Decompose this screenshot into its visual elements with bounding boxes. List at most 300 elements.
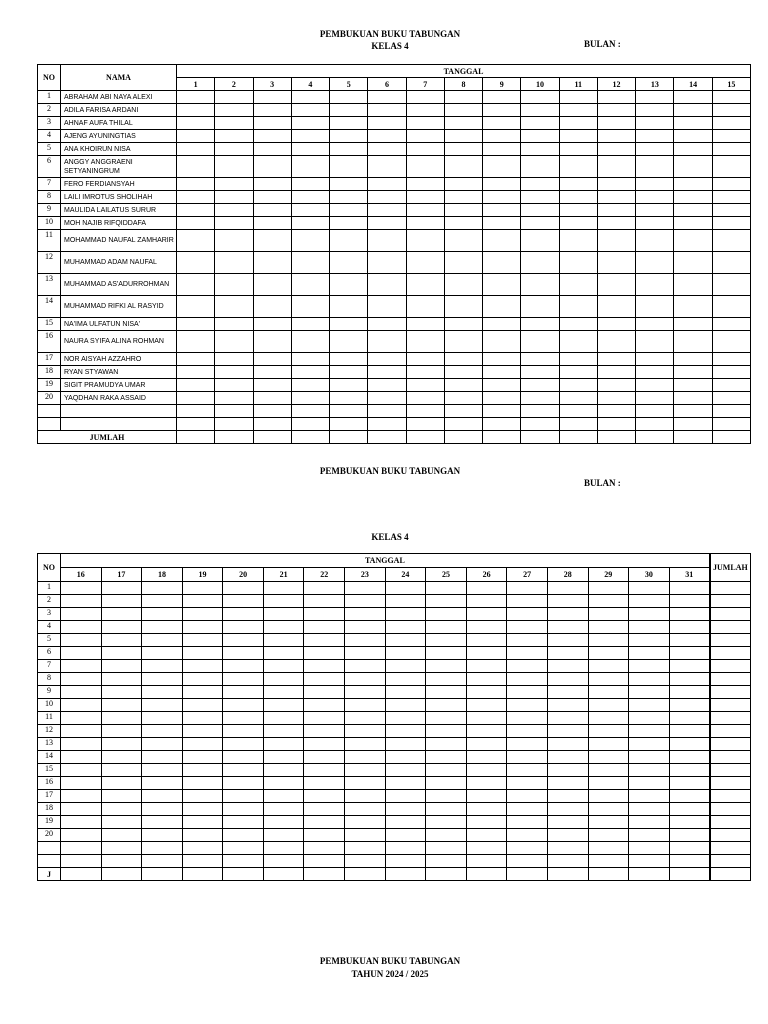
savings-cell[interactable]	[215, 274, 253, 296]
savings-cell[interactable]	[588, 621, 629, 634]
savings-cell[interactable]	[215, 318, 253, 331]
savings-cell[interactable]	[712, 418, 750, 431]
savings-cell[interactable]	[547, 686, 588, 699]
savings-cell[interactable]	[521, 418, 559, 431]
savings-cell[interactable]	[215, 217, 253, 230]
savings-cell[interactable]	[521, 405, 559, 418]
savings-cell[interactable]	[674, 117, 712, 130]
savings-cell[interactable]	[629, 647, 670, 660]
savings-cell[interactable]	[597, 204, 635, 217]
savings-cell[interactable]	[466, 777, 507, 790]
savings-cell[interactable]	[177, 230, 215, 252]
jumlah-cell[interactable]	[710, 829, 751, 842]
savings-cell[interactable]	[215, 405, 253, 418]
savings-cell[interactable]	[101, 621, 142, 634]
savings-cell[interactable]	[444, 418, 482, 431]
savings-cell[interactable]	[345, 790, 386, 803]
savings-cell[interactable]	[521, 91, 559, 104]
savings-cell[interactable]	[629, 686, 670, 699]
savings-cell[interactable]	[547, 608, 588, 621]
savings-cell[interactable]	[177, 204, 215, 217]
savings-cell[interactable]	[588, 660, 629, 673]
savings-cell[interactable]	[142, 647, 183, 660]
savings-cell[interactable]	[182, 868, 223, 881]
savings-cell[interactable]	[521, 318, 559, 331]
savings-cell[interactable]	[101, 738, 142, 751]
savings-cell[interactable]	[304, 686, 345, 699]
savings-cell[interactable]	[588, 790, 629, 803]
savings-cell[interactable]	[636, 379, 674, 392]
savings-cell[interactable]	[466, 829, 507, 842]
savings-cell[interactable]	[588, 686, 629, 699]
jumlah-cell[interactable]	[710, 712, 751, 725]
savings-cell[interactable]	[223, 660, 264, 673]
savings-cell[interactable]	[444, 91, 482, 104]
savings-cell[interactable]	[182, 751, 223, 764]
savings-cell[interactable]	[263, 790, 304, 803]
savings-cell[interactable]	[712, 178, 750, 191]
savings-cell[interactable]	[559, 353, 597, 366]
savings-cell[interactable]	[674, 217, 712, 230]
savings-cell[interactable]	[385, 816, 426, 829]
savings-cell[interactable]	[101, 660, 142, 673]
savings-cell[interactable]	[291, 217, 329, 230]
savings-cell[interactable]	[559, 331, 597, 353]
savings-cell[interactable]	[182, 595, 223, 608]
savings-cell[interactable]	[674, 405, 712, 418]
savings-cell[interactable]	[444, 353, 482, 366]
savings-cell[interactable]	[712, 156, 750, 178]
savings-cell[interactable]	[253, 130, 291, 143]
savings-cell[interactable]	[182, 712, 223, 725]
savings-cell[interactable]	[597, 191, 635, 204]
savings-cell[interactable]	[61, 868, 102, 881]
savings-cell[interactable]	[507, 751, 548, 764]
savings-cell[interactable]	[215, 143, 253, 156]
savings-cell[interactable]	[61, 777, 102, 790]
savings-cell[interactable]	[597, 217, 635, 230]
savings-cell[interactable]	[368, 331, 406, 353]
total-cell[interactable]	[521, 431, 559, 444]
savings-cell[interactable]	[674, 274, 712, 296]
savings-cell[interactable]	[345, 660, 386, 673]
savings-cell[interactable]	[588, 764, 629, 777]
savings-cell[interactable]	[636, 405, 674, 418]
savings-cell[interactable]	[345, 608, 386, 621]
savings-cell[interactable]	[223, 712, 264, 725]
savings-cell[interactable]	[182, 777, 223, 790]
savings-cell[interactable]	[368, 217, 406, 230]
savings-cell[interactable]	[330, 178, 368, 191]
savings-cell[interactable]	[101, 595, 142, 608]
savings-cell[interactable]	[263, 725, 304, 738]
savings-cell[interactable]	[406, 418, 444, 431]
savings-cell[interactable]	[636, 366, 674, 379]
jumlah-cell[interactable]	[710, 868, 751, 881]
savings-cell[interactable]	[330, 353, 368, 366]
savings-cell[interactable]	[483, 392, 521, 405]
savings-cell[interactable]	[177, 318, 215, 331]
savings-cell[interactable]	[669, 582, 710, 595]
savings-cell[interactable]	[304, 647, 345, 660]
savings-cell[interactable]	[426, 764, 467, 777]
savings-cell[interactable]	[215, 252, 253, 274]
savings-cell[interactable]	[291, 130, 329, 143]
savings-cell[interactable]	[263, 777, 304, 790]
savings-cell[interactable]	[345, 816, 386, 829]
savings-cell[interactable]	[406, 274, 444, 296]
savings-cell[interactable]	[182, 829, 223, 842]
savings-cell[interactable]	[330, 318, 368, 331]
savings-cell[interactable]	[182, 673, 223, 686]
savings-cell[interactable]	[177, 379, 215, 392]
savings-cell[interactable]	[368, 104, 406, 117]
savings-cell[interactable]	[177, 117, 215, 130]
savings-cell[interactable]	[629, 751, 670, 764]
savings-cell[interactable]	[61, 582, 102, 595]
savings-cell[interactable]	[444, 366, 482, 379]
savings-cell[interactable]	[263, 738, 304, 751]
savings-cell[interactable]	[426, 595, 467, 608]
savings-cell[interactable]	[223, 803, 264, 816]
savings-cell[interactable]	[304, 621, 345, 634]
savings-cell[interactable]	[142, 764, 183, 777]
savings-cell[interactable]	[330, 91, 368, 104]
savings-cell[interactable]	[629, 829, 670, 842]
jumlah-cell[interactable]	[710, 595, 751, 608]
savings-cell[interactable]	[385, 868, 426, 881]
savings-cell[interactable]	[636, 217, 674, 230]
savings-cell[interactable]	[385, 634, 426, 647]
savings-cell[interactable]	[304, 803, 345, 816]
savings-cell[interactable]	[466, 647, 507, 660]
total-cell[interactable]	[597, 431, 635, 444]
jumlah-cell[interactable]	[710, 816, 751, 829]
savings-cell[interactable]	[674, 379, 712, 392]
savings-cell[interactable]	[597, 405, 635, 418]
savings-cell[interactable]	[588, 842, 629, 855]
savings-cell[interactable]	[253, 353, 291, 366]
savings-cell[interactable]	[291, 331, 329, 353]
savings-cell[interactable]	[142, 686, 183, 699]
jumlah-cell[interactable]	[710, 673, 751, 686]
savings-cell[interactable]	[385, 751, 426, 764]
savings-cell[interactable]	[101, 673, 142, 686]
savings-cell[interactable]	[559, 418, 597, 431]
jumlah-cell[interactable]	[710, 686, 751, 699]
savings-cell[interactable]	[253, 143, 291, 156]
savings-cell[interactable]	[223, 738, 264, 751]
savings-cell[interactable]	[547, 868, 588, 881]
savings-cell[interactable]	[345, 777, 386, 790]
savings-cell[interactable]	[291, 405, 329, 418]
savings-cell[interactable]	[588, 608, 629, 621]
savings-cell[interactable]	[483, 366, 521, 379]
savings-cell[interactable]	[223, 829, 264, 842]
savings-cell[interactable]	[712, 204, 750, 217]
savings-cell[interactable]	[507, 738, 548, 751]
savings-cell[interactable]	[559, 252, 597, 274]
savings-cell[interactable]	[215, 353, 253, 366]
savings-cell[interactable]	[483, 353, 521, 366]
savings-cell[interactable]	[629, 855, 670, 868]
savings-cell[interactable]	[142, 868, 183, 881]
savings-cell[interactable]	[588, 699, 629, 712]
savings-cell[interactable]	[426, 777, 467, 790]
savings-cell[interactable]	[223, 816, 264, 829]
savings-cell[interactable]	[330, 296, 368, 318]
savings-cell[interactable]	[345, 712, 386, 725]
savings-cell[interactable]	[629, 621, 670, 634]
savings-cell[interactable]	[304, 634, 345, 647]
savings-cell[interactable]	[547, 803, 588, 816]
savings-cell[interactable]	[304, 725, 345, 738]
savings-cell[interactable]	[263, 595, 304, 608]
savings-cell[interactable]	[177, 392, 215, 405]
savings-cell[interactable]	[61, 634, 102, 647]
savings-cell[interactable]	[345, 634, 386, 647]
savings-cell[interactable]	[466, 868, 507, 881]
savings-cell[interactable]	[330, 252, 368, 274]
savings-cell[interactable]	[142, 777, 183, 790]
savings-cell[interactable]	[521, 379, 559, 392]
jumlah-cell[interactable]	[710, 699, 751, 712]
savings-cell[interactable]	[426, 712, 467, 725]
savings-cell[interactable]	[588, 829, 629, 842]
savings-cell[interactable]	[142, 751, 183, 764]
savings-cell[interactable]	[61, 686, 102, 699]
savings-cell[interactable]	[215, 104, 253, 117]
savings-cell[interactable]	[385, 647, 426, 660]
savings-cell[interactable]	[223, 582, 264, 595]
savings-cell[interactable]	[588, 868, 629, 881]
savings-cell[interactable]	[674, 296, 712, 318]
savings-cell[interactable]	[215, 91, 253, 104]
savings-cell[interactable]	[629, 764, 670, 777]
savings-cell[interactable]	[406, 296, 444, 318]
savings-cell[interactable]	[345, 803, 386, 816]
savings-cell[interactable]	[345, 621, 386, 634]
savings-cell[interactable]	[182, 725, 223, 738]
savings-cell[interactable]	[674, 230, 712, 252]
savings-cell[interactable]	[507, 868, 548, 881]
savings-cell[interactable]	[547, 842, 588, 855]
jumlah-cell[interactable]	[710, 842, 751, 855]
savings-cell[interactable]	[61, 816, 102, 829]
savings-cell[interactable]	[406, 331, 444, 353]
savings-cell[interactable]	[588, 725, 629, 738]
savings-cell[interactable]	[444, 143, 482, 156]
total-cell[interactable]	[215, 431, 253, 444]
savings-cell[interactable]	[426, 608, 467, 621]
savings-cell[interactable]	[444, 191, 482, 204]
savings-cell[interactable]	[263, 803, 304, 816]
savings-cell[interactable]	[426, 582, 467, 595]
savings-cell[interactable]	[263, 621, 304, 634]
savings-cell[interactable]	[636, 252, 674, 274]
savings-cell[interactable]	[61, 595, 102, 608]
savings-cell[interactable]	[253, 230, 291, 252]
savings-cell[interactable]	[385, 764, 426, 777]
savings-cell[interactable]	[345, 842, 386, 855]
savings-cell[interactable]	[406, 353, 444, 366]
savings-cell[interactable]	[177, 91, 215, 104]
savings-cell[interactable]	[182, 660, 223, 673]
savings-cell[interactable]	[444, 392, 482, 405]
savings-cell[interactable]	[466, 855, 507, 868]
savings-cell[interactable]	[330, 156, 368, 178]
savings-cell[interactable]	[253, 91, 291, 104]
savings-cell[interactable]	[712, 130, 750, 143]
savings-cell[interactable]	[385, 660, 426, 673]
savings-cell[interactable]	[223, 595, 264, 608]
savings-cell[interactable]	[385, 686, 426, 699]
savings-cell[interactable]	[466, 686, 507, 699]
savings-cell[interactable]	[101, 725, 142, 738]
savings-cell[interactable]	[629, 582, 670, 595]
savings-cell[interactable]	[253, 204, 291, 217]
savings-cell[interactable]	[669, 686, 710, 699]
savings-cell[interactable]	[291, 379, 329, 392]
savings-cell[interactable]	[406, 204, 444, 217]
savings-cell[interactable]	[291, 274, 329, 296]
savings-cell[interactable]	[291, 353, 329, 366]
savings-cell[interactable]	[597, 230, 635, 252]
savings-cell[interactable]	[304, 699, 345, 712]
savings-cell[interactable]	[263, 712, 304, 725]
savings-cell[interactable]	[253, 366, 291, 379]
savings-cell[interactable]	[588, 816, 629, 829]
savings-cell[interactable]	[466, 582, 507, 595]
savings-cell[interactable]	[345, 647, 386, 660]
total-cell[interactable]	[483, 431, 521, 444]
jumlah-cell[interactable]	[710, 738, 751, 751]
savings-cell[interactable]	[368, 143, 406, 156]
savings-cell[interactable]	[142, 608, 183, 621]
savings-cell[interactable]	[712, 296, 750, 318]
savings-cell[interactable]	[483, 331, 521, 353]
savings-cell[interactable]	[406, 366, 444, 379]
savings-cell[interactable]	[223, 647, 264, 660]
savings-cell[interactable]	[142, 634, 183, 647]
savings-cell[interactable]	[406, 104, 444, 117]
savings-cell[interactable]	[521, 143, 559, 156]
savings-cell[interactable]	[263, 855, 304, 868]
total-cell[interactable]	[636, 431, 674, 444]
savings-cell[interactable]	[674, 418, 712, 431]
savings-cell[interactable]	[597, 392, 635, 405]
savings-cell[interactable]	[215, 418, 253, 431]
savings-cell[interactable]	[426, 738, 467, 751]
savings-cell[interactable]	[291, 117, 329, 130]
savings-cell[interactable]	[304, 764, 345, 777]
savings-cell[interactable]	[547, 829, 588, 842]
savings-cell[interactable]	[629, 699, 670, 712]
savings-cell[interactable]	[253, 296, 291, 318]
savings-cell[interactable]	[547, 595, 588, 608]
savings-cell[interactable]	[61, 699, 102, 712]
total-cell[interactable]	[291, 431, 329, 444]
savings-cell[interactable]	[483, 178, 521, 191]
savings-cell[interactable]	[547, 725, 588, 738]
savings-cell[interactable]	[466, 621, 507, 634]
savings-cell[interactable]	[426, 751, 467, 764]
savings-cell[interactable]	[669, 595, 710, 608]
savings-cell[interactable]	[559, 91, 597, 104]
savings-cell[interactable]	[669, 673, 710, 686]
savings-cell[interactable]	[559, 366, 597, 379]
savings-cell[interactable]	[559, 318, 597, 331]
savings-cell[interactable]	[291, 204, 329, 217]
savings-cell[interactable]	[426, 868, 467, 881]
savings-cell[interactable]	[345, 595, 386, 608]
savings-cell[interactable]	[483, 405, 521, 418]
savings-cell[interactable]	[61, 725, 102, 738]
savings-cell[interactable]	[559, 230, 597, 252]
savings-cell[interactable]	[669, 634, 710, 647]
savings-cell[interactable]	[483, 191, 521, 204]
savings-cell[interactable]	[345, 673, 386, 686]
savings-cell[interactable]	[385, 608, 426, 621]
savings-cell[interactable]	[291, 418, 329, 431]
savings-cell[interactable]	[521, 366, 559, 379]
savings-cell[interactable]	[330, 331, 368, 353]
savings-cell[interactable]	[215, 117, 253, 130]
savings-cell[interactable]	[253, 318, 291, 331]
savings-cell[interactable]	[291, 392, 329, 405]
savings-cell[interactable]	[674, 366, 712, 379]
savings-cell[interactable]	[597, 178, 635, 191]
savings-cell[interactable]	[597, 130, 635, 143]
jumlah-cell[interactable]	[710, 803, 751, 816]
savings-cell[interactable]	[507, 803, 548, 816]
savings-cell[interactable]	[215, 204, 253, 217]
savings-cell[interactable]	[636, 104, 674, 117]
savings-cell[interactable]	[177, 156, 215, 178]
savings-cell[interactable]	[177, 130, 215, 143]
savings-cell[interactable]	[406, 252, 444, 274]
savings-cell[interactable]	[597, 274, 635, 296]
savings-cell[interactable]	[636, 117, 674, 130]
savings-cell[interactable]	[629, 738, 670, 751]
savings-cell[interactable]	[223, 751, 264, 764]
savings-cell[interactable]	[426, 621, 467, 634]
savings-cell[interactable]	[483, 252, 521, 274]
savings-cell[interactable]	[712, 143, 750, 156]
savings-cell[interactable]	[588, 712, 629, 725]
savings-cell[interactable]	[521, 156, 559, 178]
savings-cell[interactable]	[304, 842, 345, 855]
savings-cell[interactable]	[253, 117, 291, 130]
savings-cell[interactable]	[223, 842, 264, 855]
savings-cell[interactable]	[215, 178, 253, 191]
savings-cell[interactable]	[291, 230, 329, 252]
savings-cell[interactable]	[368, 353, 406, 366]
savings-cell[interactable]	[674, 191, 712, 204]
savings-cell[interactable]	[507, 660, 548, 673]
savings-cell[interactable]	[712, 331, 750, 353]
savings-cell[interactable]	[263, 699, 304, 712]
savings-cell[interactable]	[669, 777, 710, 790]
savings-cell[interactable]	[101, 829, 142, 842]
savings-cell[interactable]	[629, 673, 670, 686]
savings-cell[interactable]	[101, 790, 142, 803]
savings-cell[interactable]	[597, 117, 635, 130]
total-cell[interactable]	[177, 431, 215, 444]
savings-cell[interactable]	[426, 790, 467, 803]
savings-cell[interactable]	[61, 855, 102, 868]
savings-cell[interactable]	[629, 868, 670, 881]
